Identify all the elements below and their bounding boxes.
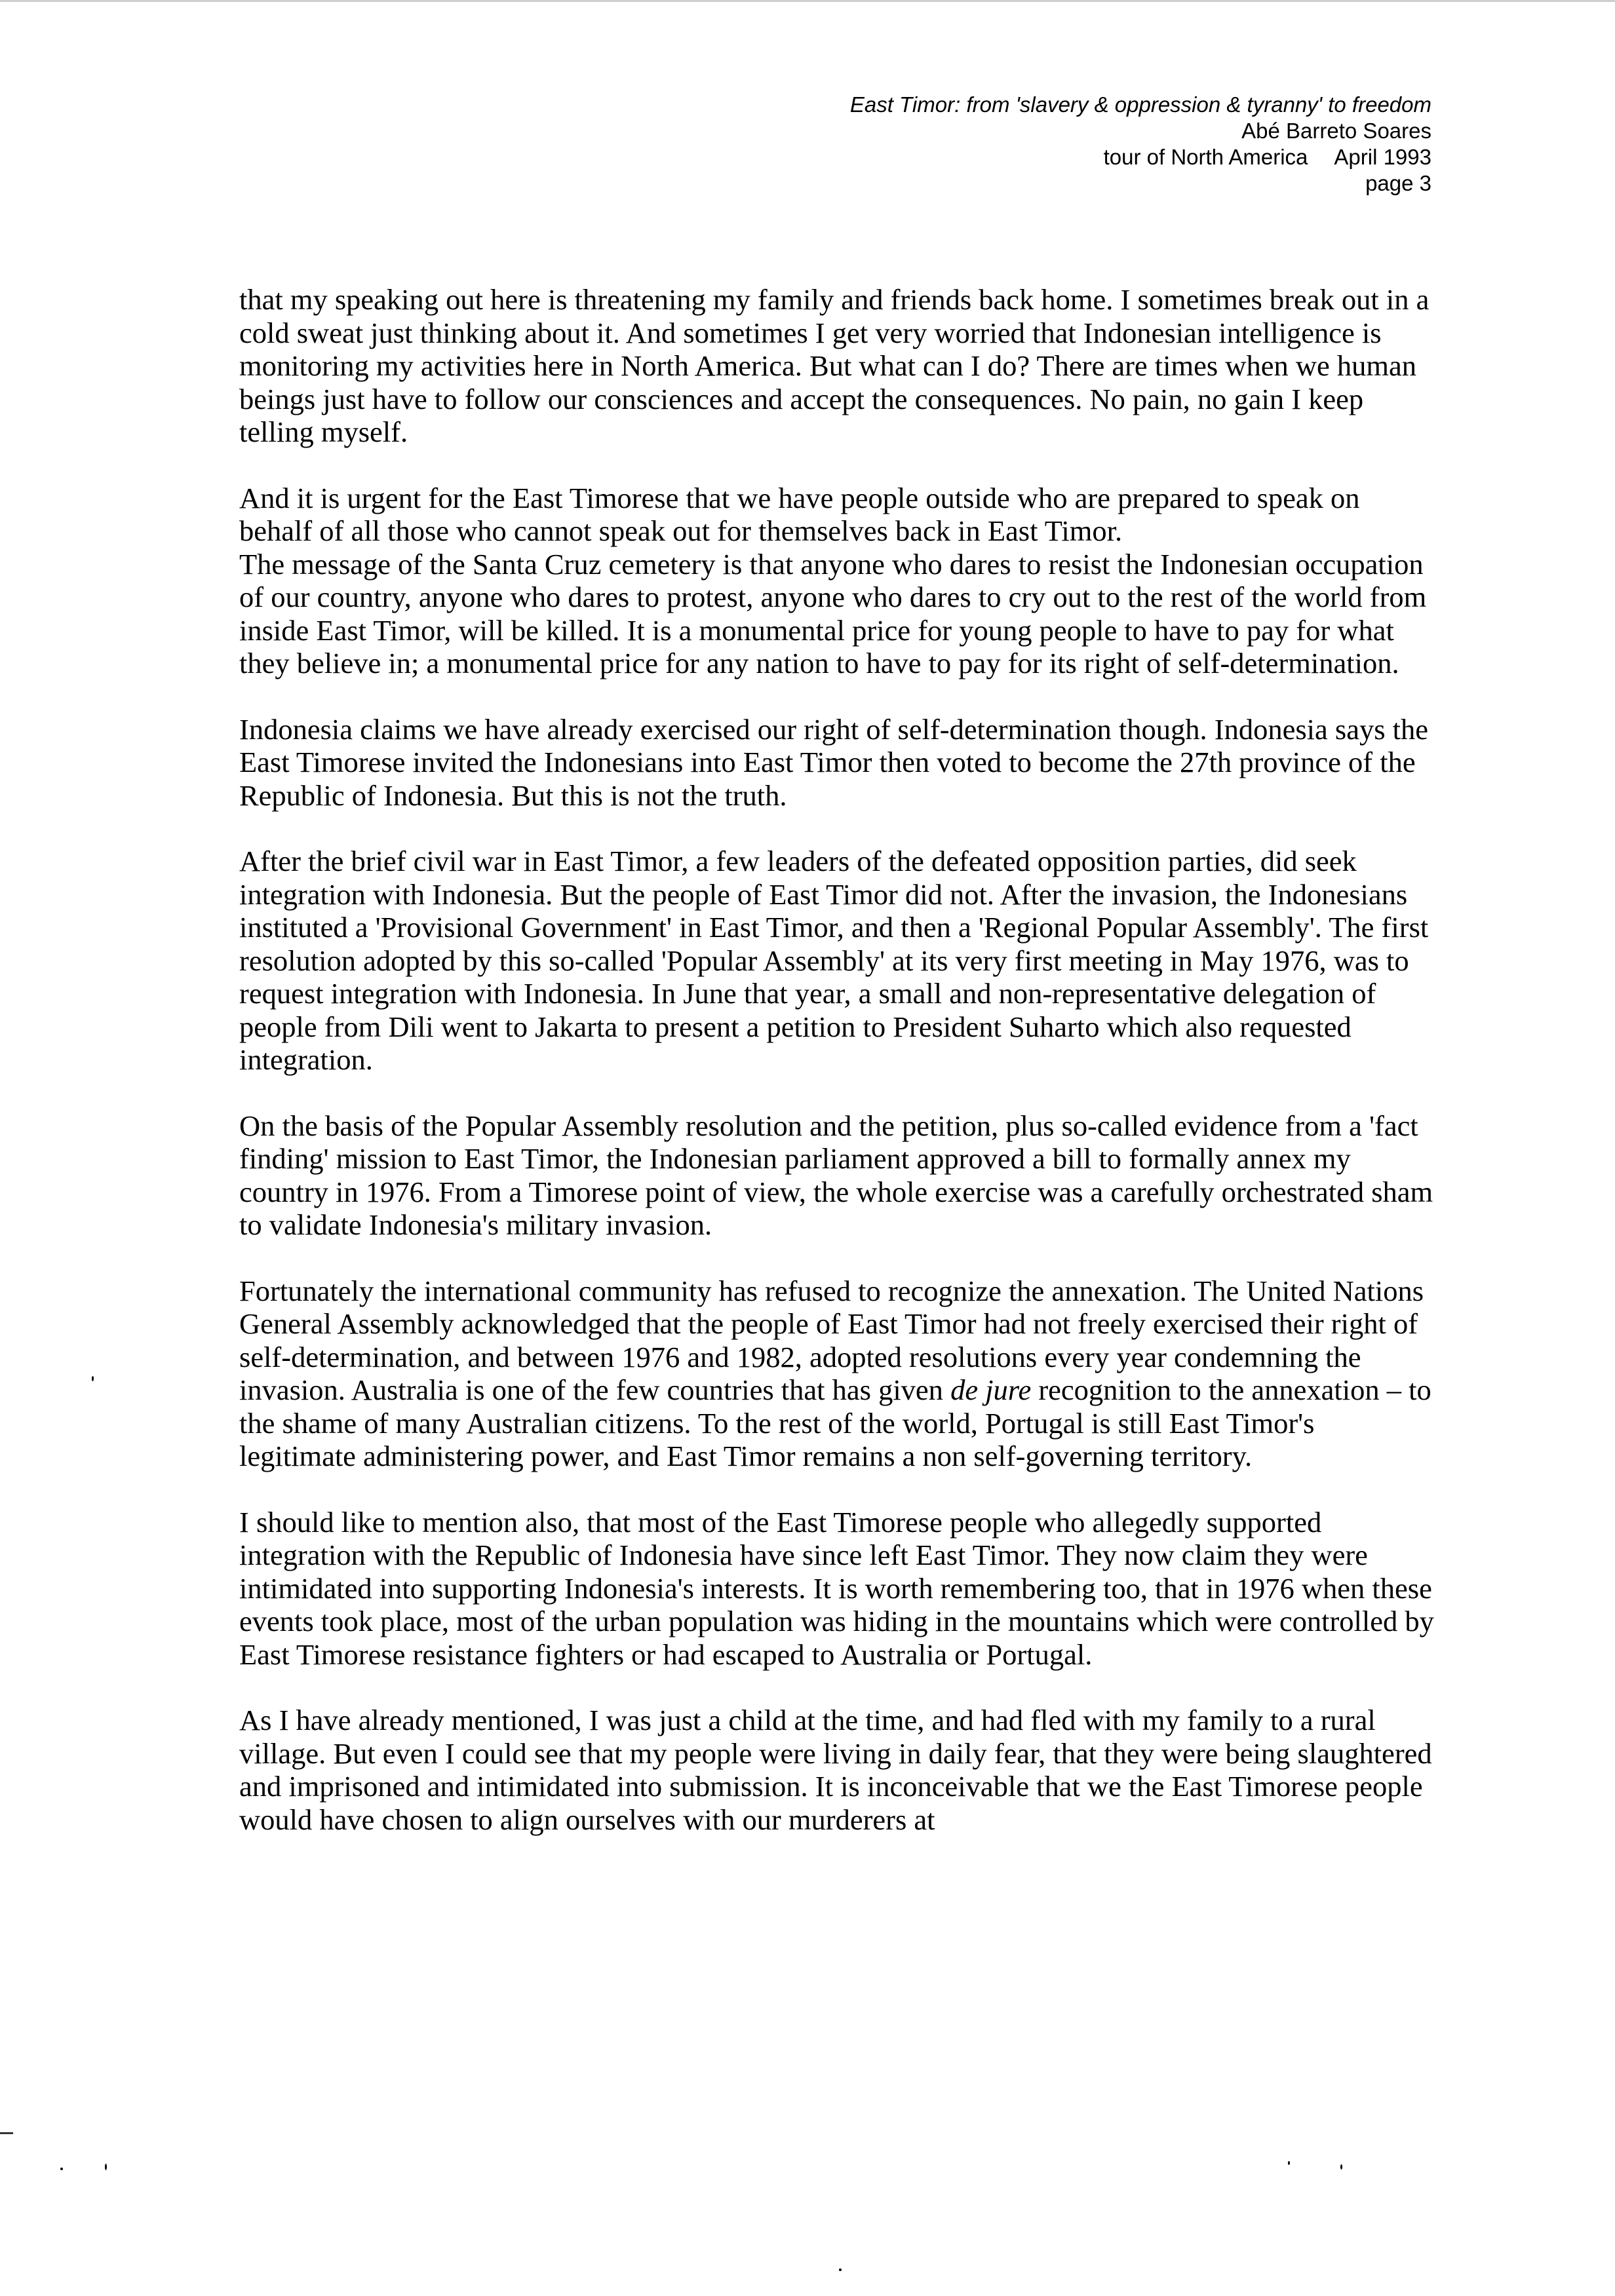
tour-info: [514, 144, 1431, 170]
paragraph-7-text-a: Fortunately the international community has refused to recognize the annexation. The United Nations General Assembly acknowledged that the people of East Timor had not freely exercised their right of self-determination, and between 1976 and 1982, adopted resolutions every year condemning the invasion. Australia is one of the few countries that has given: [239, 1274, 1424, 1406]
paragraph-1: that my speaking out here is threatening my family and friends back home. I sometimes break out in a cold sweat just thinking about it. And sometimes I get very worried that Indonesian intelligence is monitoring my activities here in North America. But what can I do? There are times when we human beings just have to follow our consciences and accept the consequences. No pain, no gain I keep telling myself.: [239, 283, 1430, 448]
scan-speck: [92, 1376, 94, 1381]
running-header: [514, 92, 1431, 197]
tour-date: April 1993: [1334, 145, 1431, 169]
paragraph-4: Indonesia claims we have already exercised our right of self-determination though. Indonesia says the East Timorese invited the Indonesians into East Timor then voted to become the 27th province of the Republic of Indonesia. But this is not the truth.: [239, 712, 1429, 812]
document-title: East Timor: from 'slavery & oppression & tyranny' to freedom: [849, 92, 1431, 117]
paragraph-7: [239, 1274, 1435, 1473]
latin-term: de jure: [950, 1373, 1032, 1406]
scan-speck: [1340, 2164, 1342, 2170]
scan-speck: [1288, 2161, 1290, 2165]
tour-place: tour of North America: [1103, 145, 1308, 169]
paragraph-7-text-b: recognition to the annexation – to the shame of many Australian citizens. To the rest of the world, Portugal is still East Timor's legitimate administering power, and East Timor remains a non self-governing territory.: [239, 1373, 1431, 1472]
paragraph-8: I should like to mention also, that most of the East Timorese people who allegedly supported integration with the Republic of Indonesia have since left East Timor. They now claim they were intimidated into supporting Indonesia's interests. It is worth remembering too, that in 1976 when these events took place, most of the urban population was hiding in the mountains which were controlled by East Timorese resistance fighters or had escaped to Australia or Portugal.: [239, 1505, 1434, 1671]
paragraph-6: On the basis of the Popular Assembly resolution and the petition, plus so-called evidence from a 'fact finding' mission to East Timor, the Indonesian parliament approved a bill to formally annex my country in 1976. From a Timorese point of view, the whole exercise was a carefully orchestrated sham to validate Indonesia's military invasion.: [239, 1109, 1433, 1241]
paragraph-2: And it is urgent for the East Timorese that we have people outside who are prepared to speak on behalf of all those who cannot speak out for themselves back in East Timor.: [239, 481, 1360, 547]
scan-edge-mark: [0, 2132, 13, 2134]
paragraph-5: After the brief civil war in East Timor, a few leaders of the defeated opposition parties, did seek integration with Indonesia. But the people of East Timor did not. After the invasion, the Indonesians instituted a 'Provisional Government' in East Timor, and then a 'Regional Popular Assembly'. The first resolution adopted by this so-called 'Popular Assembly' at its very first meeting in May 1976, was to request integration with Indonesia. In June that year, a small and non-representative delegation of people from Dili went to Jakarta to present a petition to President Suharto which also requested integration.: [239, 845, 1429, 1076]
scan-speck: [839, 2268, 842, 2271]
page-number: page 3: [1365, 171, 1431, 195]
scan-speck: [105, 2164, 107, 2170]
scan-top-edge: [0, 0, 1615, 2]
body-text: [239, 283, 1435, 1836]
paragraph-9: As I have already mentioned, I was just a child at the time, and had fled with my family to a rural village. But even I could see that my people were living in daily fear, that they were being slaughtered and imprisoned and intimidated into submission. It is inconceivable that we the East Timorese people would have chosen to align ourselves with our murderers at: [239, 1704, 1432, 1836]
scan-speck: [60, 2168, 63, 2170]
paragraph-3: The message of the Santa Cruz cemetery is that anyone who dares to resist the Indonesian occupation of our country, anyone who dares to protest, anyone who dares to cry out to the rest of the world from inside East Timor, will be killed. It is a monumental price for young people to have to pay for what they believe in; a monumental price for any nation to have to pay for its right of self-determination.: [239, 547, 1427, 679]
author-name: Abé Barreto Soares: [1241, 119, 1431, 143]
